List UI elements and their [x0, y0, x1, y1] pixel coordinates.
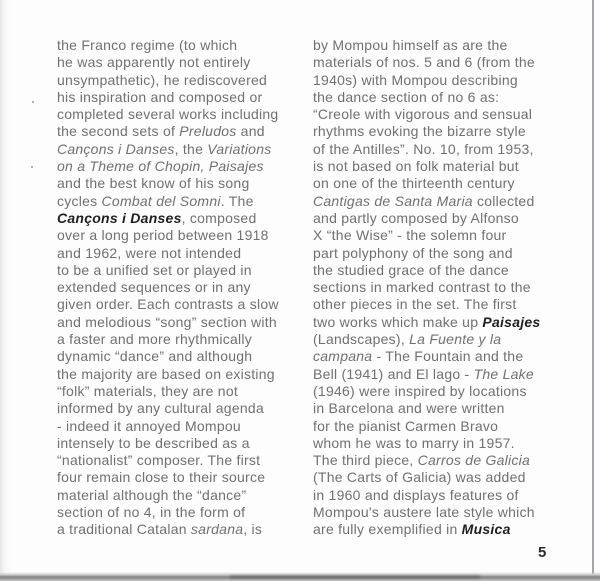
text-line [313, 331, 571, 348]
text-segment: for the pianist Carmen Bravo [313, 417, 499, 434]
text-segment: given order. Each contrasts a slow [57, 296, 279, 313]
text-line [313, 106, 571, 123]
text-line [313, 366, 571, 383]
text-segment: material although the “dance” [57, 486, 247, 503]
text-line [57, 175, 307, 192]
text-segment: and 1962, were not intended [57, 244, 242, 261]
text-line [57, 227, 307, 244]
text-line [57, 400, 307, 417]
text-segment: section of no 4, in the form of [57, 504, 246, 521]
text-line [57, 348, 307, 365]
text-segment: over a long period between 1918 [57, 227, 269, 244]
text-segment: the second sets of [57, 123, 180, 140]
text-segment: the dance section of no 6 as: [313, 88, 500, 105]
text-column-left [57, 37, 307, 539]
text-line [313, 123, 571, 140]
text-line [313, 400, 571, 417]
text-line [57, 279, 307, 296]
text-segment: “folk” materials, they are not [57, 382, 239, 399]
work-title-italic: Preludos [179, 123, 237, 140]
bottom-edge-dark-patch [230, 575, 480, 579]
text-segment: the majority are based on existing [57, 365, 275, 382]
text-segment: on one of the thirteenth century [313, 175, 515, 192]
text-segment: sections in marked contrast to the [313, 279, 531, 296]
text-line [57, 106, 307, 123]
text-line [313, 469, 571, 486]
text-line [57, 487, 307, 504]
text-segment: is not based on folk material but [313, 158, 519, 175]
text-line [57, 262, 307, 279]
right-margin [594, 0, 600, 581]
text-line [313, 314, 571, 331]
text-line [313, 279, 571, 296]
text-line [313, 158, 571, 175]
work-title-italic: La Fuente y la [409, 331, 502, 348]
text-line [313, 210, 571, 227]
text-line [313, 72, 571, 89]
text-segment: 1940s) with Mompou describing [313, 71, 518, 88]
text-segment: in 1960 and displays features of [313, 486, 519, 503]
text-segment: a faster and more rhythmically [57, 331, 253, 348]
text-segment: Bell (1941) and El lago - [313, 365, 474, 382]
text-segment: cycles [57, 192, 102, 209]
text-line [313, 348, 571, 365]
work-title-italic: Combat del Somni [101, 192, 221, 209]
work-title-bold: Paisajes [482, 313, 541, 330]
text-line [57, 521, 307, 538]
text-segment: and the best know of his song [57, 175, 250, 192]
text-segment: his inspiration and composed or [57, 88, 263, 105]
text-segment: , the [174, 140, 208, 157]
text-segment: are fully exemplified in [313, 521, 462, 538]
text-line [57, 314, 307, 331]
text-segment: and [236, 123, 265, 140]
text-segment: Mompou's austere late style which [313, 504, 535, 521]
text-line [57, 504, 307, 521]
text-line [313, 504, 571, 521]
text-segment: materials of nos. 5 and 6 (from the [313, 54, 535, 71]
text-line [313, 141, 571, 158]
text-segment: intensely to be described as a [57, 434, 250, 451]
text-segment: - indeed it annoyed Mompou [57, 417, 241, 434]
text-segment: by Mompou himself as are the [313, 37, 508, 53]
work-title-italic: Variations [207, 140, 272, 157]
text-segment: collected [472, 192, 535, 209]
text-line [313, 245, 571, 262]
work-title-italic: The Lake [473, 365, 534, 382]
text-segment: rhythms evoking the bizarre style [313, 123, 526, 140]
text-segment: “Creole with vigorous and sensual [313, 106, 533, 123]
text-line [313, 175, 571, 192]
text-segment: and partly composed by Alfonso [313, 209, 519, 226]
text-segment: to be a unified set or played in [57, 261, 252, 278]
work-title-italic: Cantigas de Santa Maria [313, 192, 473, 209]
text-segment: extended sequences or in any [57, 279, 251, 296]
work-title-italic: Cançons i Danses [57, 140, 175, 157]
text-segment: unsympathetic), he rediscovered [57, 71, 268, 88]
text-segment: the studied grace of the dance [313, 261, 509, 278]
text-segment: and melodious “song” section with [57, 313, 277, 330]
left-page-edge-shadow [0, 0, 12, 581]
text-segment: The third piece, [313, 452, 418, 469]
text-line [57, 193, 307, 210]
text-line [57, 54, 307, 71]
page-number: 5 [538, 544, 547, 561]
text-line [57, 37, 307, 54]
text-line [313, 521, 571, 538]
text-line [313, 89, 571, 106]
text-line [57, 123, 307, 140]
text-line [57, 296, 307, 313]
text-segment: , composed [181, 209, 257, 226]
work-title-bold: Cançons i Danses [57, 209, 182, 226]
text-segment: informed by any cultural agenda [57, 400, 264, 417]
text-line [57, 158, 307, 175]
text-segment: four remain close to their source [57, 469, 266, 486]
text-segment: whom he was to marry in 1957. [313, 434, 515, 451]
text-segment: . The [220, 192, 254, 209]
text-segment: (The Carts of Galicia) was added [313, 469, 526, 486]
text-segment: other pieces in the set. The first [313, 296, 517, 313]
text-line [313, 262, 571, 279]
text-line [313, 296, 571, 313]
text-line [313, 487, 571, 504]
text-line [313, 193, 571, 210]
text-line [57, 469, 307, 486]
text-segment: (1946) were inspired by locations [313, 382, 527, 399]
right-page-edge-line [592, 0, 594, 578]
text-segment: , is [243, 521, 263, 538]
text-segment: “nationalist” composer. The first [57, 452, 261, 469]
text-line [313, 37, 571, 54]
text-line [57, 418, 307, 435]
text-segment: he was apparently not entirely [57, 54, 251, 71]
text-segment: the Franco regime (to which [57, 37, 238, 53]
work-title-italic: Carros de Galicia [417, 452, 531, 469]
text-line [313, 418, 571, 435]
text-segment: dynamic “dance” and although [57, 348, 253, 365]
text-line [313, 452, 571, 469]
work-title-italic: campana [313, 348, 373, 365]
text-line [313, 54, 571, 71]
text-line [57, 89, 307, 106]
text-line [57, 452, 307, 469]
scan-speck [32, 101, 34, 103]
text-segment: (Landscapes), [313, 331, 410, 348]
text-line [57, 210, 307, 227]
text-segment: in Barcelona and were written [313, 400, 505, 417]
text-line [57, 383, 307, 400]
text-segment: X “the Wise” - the solemn four [313, 227, 507, 244]
text-line [57, 141, 307, 158]
text-line [313, 383, 571, 400]
text-segment: of the Antilles”. No. 10, from 1953, [313, 140, 534, 157]
text-line [57, 72, 307, 89]
work-title-bold: Musica [461, 521, 511, 538]
text-segment: completed several works including [57, 106, 279, 123]
scan-speck [31, 166, 33, 168]
text-line [57, 366, 307, 383]
text-segment: two works which make up [313, 313, 483, 330]
text-line [57, 331, 307, 348]
work-title-italic: on a Theme of Chopin, Paisajes [57, 158, 264, 175]
text-line [57, 245, 307, 262]
text-segment: part polyphony of the song and [313, 244, 513, 261]
text-segment: - The Fountain and the [372, 348, 524, 365]
work-title-italic: sardana [190, 521, 244, 538]
text-segment: a traditional Catalan [57, 521, 191, 538]
text-line [313, 435, 571, 452]
text-column-right [313, 37, 571, 539]
text-line [313, 227, 571, 244]
text-line [57, 435, 307, 452]
